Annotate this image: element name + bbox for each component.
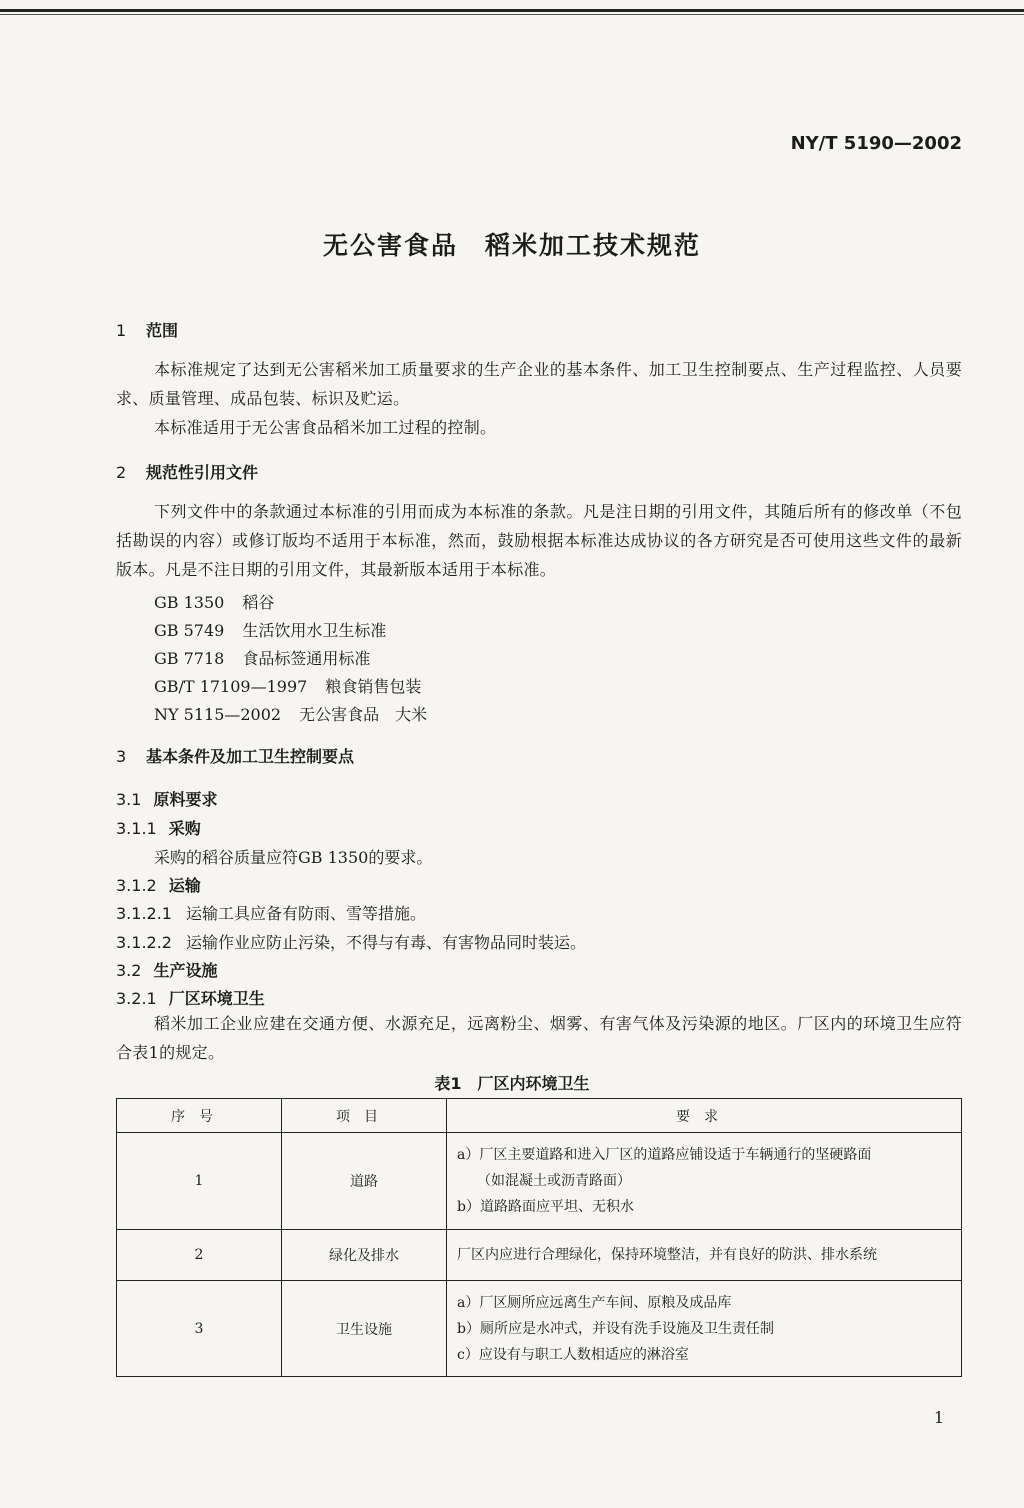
table-cell-requirement bbox=[447, 1133, 962, 1230]
reference-name: 无公害食品 大米 bbox=[299, 705, 428, 724]
subsection-title: 厂区环境卫生 bbox=[168, 989, 265, 1008]
subsection-number: 3.2.1 bbox=[116, 989, 157, 1008]
subsection-3-1-2-heading bbox=[116, 873, 201, 896]
section-title: 范围 bbox=[146, 321, 179, 340]
subsection-title: 生产设施 bbox=[153, 961, 218, 980]
requirement-line: 厂区内应进行合理绿化，保持环境整洁，并有良好的防洪、排水系统 bbox=[457, 1247, 877, 1263]
section-2-paragraph-1: 下列文件中的条款通过本标准的引用而成为本标准的条款。凡是注日期的引用文件，其随后所有的修改单（不包括勘误的内容）或修订版均不适用于本标准，然而，鼓励根据本标准达成协议的各方研究是否可使用这些文件的最新版本。凡是不注日期的引用文件，其最新版本适用于本标准。 bbox=[116, 502, 962, 579]
reference-name: 食品标签通用标准 bbox=[242, 649, 371, 668]
requirement-line: b）厕所应是水冲式，并设有洗手设施及卫生责任制 bbox=[457, 1320, 774, 1337]
reference-name: 生活饮用水卫生标准 bbox=[242, 621, 387, 640]
table-cell-item: 道路 bbox=[282, 1133, 447, 1230]
section-1-heading bbox=[116, 318, 178, 341]
reference-name: 粮食销售包装 bbox=[325, 677, 422, 696]
table-header-cell: 要求 bbox=[447, 1099, 962, 1133]
section-1-paragraph-1: 本标准规定了达到无公害稻米加工质量要求的生产企业的基本条件、加工卫生控制要点、生产过程监控、人员要求、质量管理、成品包装、标识及贮运。 bbox=[116, 360, 962, 408]
clause-text: 运输作业应防止污染，不得与有毒、有害物品同时装运。 bbox=[185, 933, 586, 952]
reference-item bbox=[154, 590, 274, 613]
section-3-heading bbox=[116, 744, 354, 767]
reference-code: GB 5749 bbox=[154, 621, 225, 640]
reference-name: 稻谷 bbox=[242, 593, 275, 612]
subsection-number: 3.1 bbox=[116, 790, 142, 809]
subsection-number: 3.1.2 bbox=[116, 876, 157, 895]
section-1-paragraph-2: 本标准适用于无公害食品稻米加工过程的控制。 bbox=[154, 418, 497, 437]
subsection-3-2-1-text: 稻米加工企业应建在交通方便、水源充足，远离粉尘、烟雾、有害气体及污染源的地区。厂区内的环境卫生应符合表1的规定。 bbox=[116, 1014, 962, 1062]
document-title: 无公害食品 稻米加工技术规范 bbox=[322, 231, 701, 260]
table-header-row bbox=[117, 1099, 962, 1133]
section-title: 基本条件及加工卫生控制要点 bbox=[146, 747, 355, 766]
section-number: 2 bbox=[116, 463, 127, 482]
table-header-cell: 序号 bbox=[117, 1099, 282, 1133]
reference-item bbox=[154, 646, 370, 669]
reference-item bbox=[154, 702, 427, 725]
subsection-3-2-1-heading bbox=[116, 986, 265, 1009]
requirement-line: a）厂区厕所应远离生产车间、原粮及成品库 bbox=[457, 1294, 732, 1311]
table-header-cell: 项目 bbox=[282, 1099, 447, 1133]
subsection-3-1-1-heading bbox=[116, 816, 201, 839]
clause-text: 运输工具应备有防雨、雪等措施。 bbox=[185, 904, 426, 923]
subsection-3-1-heading bbox=[116, 787, 217, 810]
table-cell-requirement bbox=[447, 1281, 962, 1377]
clause-3-1-2-1 bbox=[116, 901, 426, 924]
table-cell-item: 卫生设施 bbox=[282, 1281, 447, 1377]
standard-code: NY/T 5190—2002 bbox=[790, 133, 962, 154]
subsection-title: 采购 bbox=[168, 819, 201, 838]
subsection-number: 3.1.1 bbox=[116, 819, 157, 838]
clause-3-1-2-2 bbox=[116, 930, 586, 953]
section-2-heading bbox=[116, 460, 258, 483]
table-cell-item: 绿化及排水 bbox=[282, 1230, 447, 1281]
clause-number: 3.1.2.1 bbox=[116, 904, 172, 923]
table-row bbox=[117, 1133, 962, 1230]
environment-hygiene-table bbox=[116, 1098, 962, 1377]
section-number: 1 bbox=[116, 321, 127, 340]
reference-code: GB 7718 bbox=[154, 649, 225, 668]
reference-item bbox=[154, 618, 386, 641]
table-cell-no: 3 bbox=[117, 1281, 282, 1377]
top-border-rule bbox=[0, 9, 1024, 12]
page-number: 1 bbox=[933, 1408, 944, 1427]
reference-code: GB 1350 bbox=[154, 593, 225, 612]
section-title: 规范性引用文件 bbox=[146, 463, 259, 482]
table-cell-requirement bbox=[447, 1230, 962, 1281]
subsection-title: 原料要求 bbox=[153, 790, 218, 809]
requirement-line: b）道路路面应平坦、无积水 bbox=[457, 1199, 634, 1215]
subsection-3-1-1-text: 采购的稻谷质量应符GB 1350的要求。 bbox=[154, 848, 433, 867]
table-row bbox=[117, 1281, 962, 1377]
requirement-line: （如混凝土或沥青路面） bbox=[477, 1173, 631, 1189]
requirement-line: c）应设有与职工人数相适应的淋浴室 bbox=[457, 1346, 689, 1363]
top-border-rule-thin bbox=[0, 14, 1024, 15]
reference-item bbox=[154, 674, 421, 697]
table-cell-no: 1 bbox=[117, 1133, 282, 1230]
reference-code: GB/T 17109—1997 bbox=[154, 677, 308, 696]
section-number: 3 bbox=[116, 747, 127, 766]
table-caption: 表1 厂区内环境卫生 bbox=[434, 1074, 590, 1093]
clause-number: 3.1.2.2 bbox=[116, 933, 172, 952]
subsection-title: 运输 bbox=[168, 876, 201, 895]
subsection-3-2-heading bbox=[116, 958, 217, 981]
table-row bbox=[117, 1230, 962, 1281]
table-cell-no: 2 bbox=[117, 1230, 282, 1281]
subsection-number: 3.2 bbox=[116, 961, 142, 980]
requirement-line: a）厂区主要道路和进入厂区的道路应铺设适于车辆通行的坚硬路面 bbox=[457, 1147, 872, 1163]
reference-code: NY 5115—2002 bbox=[154, 705, 282, 724]
